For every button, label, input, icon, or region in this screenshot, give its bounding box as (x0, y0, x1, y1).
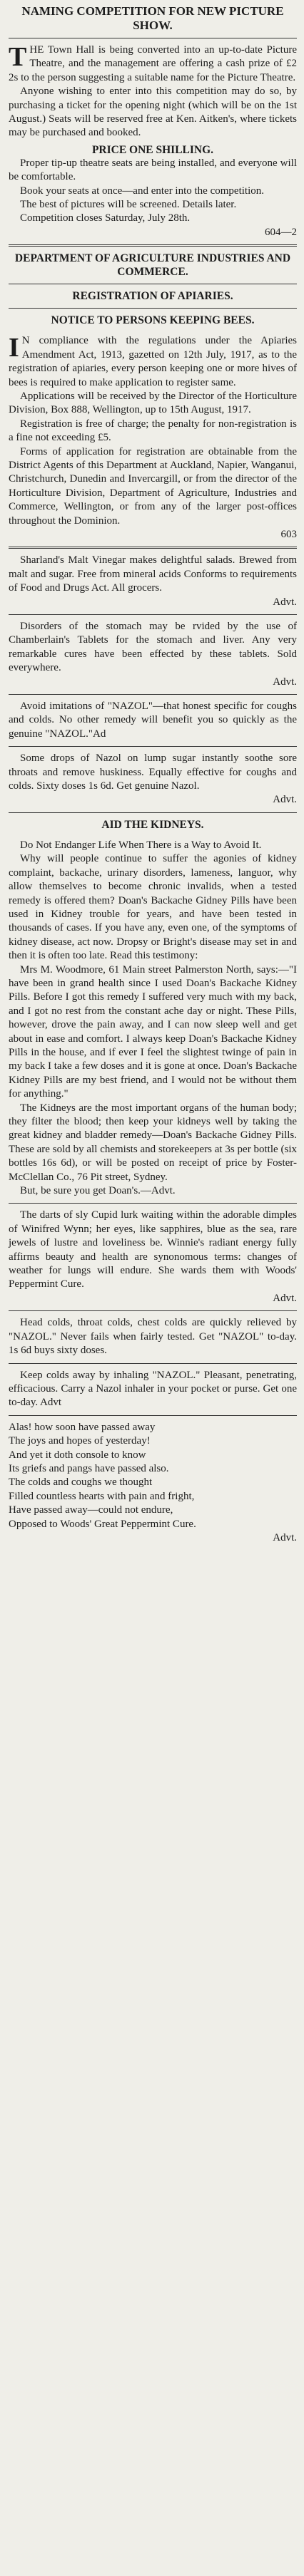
kidney-article (9, 818, 297, 1199)
poem-line: And yet it doth console to know (9, 1449, 146, 1461)
advert-sign: Advt. (273, 1531, 297, 1543)
nazol-advert (9, 700, 297, 741)
drop-cap: I (9, 333, 19, 363)
notice-reference: 604—2 (265, 226, 297, 238)
article-paragraph: The Kidneys are the most important organs of the human body; they filter the blood; then keep your kidneys well by taking the great kidney and bladder remedy—Doan's Backache Gidney Pills. These are sold by all chemists and storekeepers at 3s per bottle (six bottles 16s 6d), or will be posted on receipt of price by Foster-McClellan Co., 76 Pit street, Sydney. (9, 1102, 297, 1183)
divider (9, 812, 297, 813)
nazol-advert (9, 752, 297, 807)
picture-show-notice (9, 4, 297, 239)
notice-reference: 603 (280, 528, 297, 540)
notice-paragraph: I N compliance with the regulations under the Apiaries Amendment Act, 1913, gazetted on 12th July, 1917, as to the registration of apiaries, every person keeping one or more hives of bees is required to make application to register same. (9, 333, 297, 388)
apiaries-notice (9, 252, 297, 542)
poem-line: Opposed to Woods' Great Peppermint Cure. (9, 1518, 196, 1530)
notice-subheading: REGISTRATION OF APIARIES. (72, 290, 233, 303)
article-paragraph: Do Not Endanger Life When There is a Way to Avoid It. (20, 839, 262, 851)
advert-text: Disorders of the stomach may be rvided by the use of Chamberlain's Tablets for the stomach and liver. Any very remarkable cures have been effected by these tablets. Sold everywhere. (9, 621, 297, 674)
notice-paragraph: Proper tip-up theatre seats are being installed, and everyone will be comfortable. (9, 157, 297, 183)
advert-text: Some drops of Nazol on lump sugar instantly soothe sore throats and remove huskiness. Equally effective for coughs and colds. Sixty doses 1s 6d. Get genuine Nazol. (9, 752, 297, 792)
notice-closing: Competition closes Saturday, July 28th. (20, 212, 191, 224)
notice-subheading: PRICE ONE SHILLING. (91, 143, 214, 156)
notice-paragraph: Registration is free of charge; the penalty for non-registration is a fine not exceeding £5. (9, 418, 297, 444)
poem-line: Alas! how soon have passed away (9, 1421, 156, 1433)
advert-sign: Advt. (273, 1292, 297, 1304)
divider (9, 1363, 297, 1364)
advert-sign: Advt. (273, 676, 297, 688)
divider (9, 308, 297, 309)
article-heading: AID THE KIDNEYS. (101, 818, 204, 831)
notice-paragraph: The best of pictures will be screened. Details later. (20, 199, 237, 211)
divider (9, 1415, 297, 1416)
article-paragraph: Why will people continue to suffer the agonies of kidney complaint, backache, urinary disorders, lameness, languor, why allow themselves to become chronic invalids, when a tested remedy is offered them? Doan's Backache Gidney Pills have been used in Kidney trouble for years, and have been tested in thousands of cases. If you have any, even one, of the symptoms of kidney disease, act now. Dropsy or Bright's disease may set in and then it is often too late. Read this testimony: (9, 853, 297, 962)
advert-text: Head colds, throat colds, chest colds are quickly relieved by "NAZOL." Never fails when fairly tested. Get "NAZOL" to-day. 1s 6d buys sixty doses. (9, 1317, 297, 1357)
divider (9, 614, 297, 615)
poem-line: Its griefs and pangs have passed also. (9, 1462, 169, 1474)
divider (9, 547, 297, 549)
divider (9, 1310, 297, 1311)
notice-paragraph: Book your seats at once—and enter into the competition. (20, 185, 264, 197)
advert-text: Keep colds away by inhaling "NAZOL." Pleasant, penetrating, efficacious. Carry a Nazol inhaler in your pocket or purse. Get one to-day. Advt (9, 1369, 297, 1409)
advert-sign: Advt. (273, 596, 297, 608)
poem-line: The colds and coughs we thought (9, 1476, 153, 1489)
advert-text: Avoid imitations of "NAZOL"—that honest specific for coughs and colds. No other remedy will benefit you so quickly as the genuine "NAZOL."Ad (9, 700, 297, 740)
peppermint-advert (9, 1209, 297, 1305)
poem-line: Filled countless hearts with pain and fright, (9, 1490, 195, 1502)
divider (9, 746, 297, 747)
drop-cap: T (9, 42, 27, 72)
article-paragraph: But, be sure you get Doan's.—Advt. (20, 1185, 176, 1197)
notice-paragraph: Applications will be received by the Director of the Horticulture Division, Box 888, Wellington, up to 15th August, 1917. (9, 390, 297, 416)
notice-heading: NAMING COMPETITION FOR NEW PICTURE SHOW. (21, 4, 284, 32)
notice-paragraph: Forms of application for registration are obtainable from the District Agents of this Department at Auckland, Napier, Wanganui, Christchurch, Dunedin and Invercargill, or from the director of the Horticulture Division, Department of Agriculture, Industries and Commerce, Wellington, or from any of the larger post-offices throughout the Dominion. (9, 445, 297, 527)
advert-text: The darts of sly Cupid lurk waiting within the adorable dimples of Winifred Wynn; her eyes, like sapphires, blue as the sea, rare jewels of lustre and loveliness be. Winnie's radiant energy fully affirms beauty and health are synonomous terms: changes of weather for lungs will endure. She wards them with Woods' Peppermint Cure. (9, 1209, 297, 1290)
tablets-advert (9, 620, 297, 689)
advert-sign: Advt. (273, 794, 297, 806)
notice-subheading: NOTICE TO PERSONS KEEPING BEES. (51, 314, 255, 327)
divider (9, 694, 297, 695)
poem-advert (9, 1421, 297, 1546)
article-paragraph: Mrs M. Woodmore, 61 Main street Palmerston North, says:—"I have been in grand health since I used Doan's Backache Kidney Pills. Before I got this remedy I suffered very much with my back, and I got no rest from the constant ache day or night. These Pills, however, drove the pain away, and I can now sleep well and get about in ease and comfort. I always keep Doan's Backache Kidney Pills in the house, and if ever I feel the slightest twinge of pain in my back I take a few doses and it is gone at once. Doan's Backache Kidney Pills are my best friend, and I would not be without them for anything." (9, 963, 297, 1100)
advert-text: Sharland's Malt Vinegar makes delightful salads. Brewed from malt and sugar. Free from mineral acids Conforms to requirements of Food and Drugs Act. All grocers. (9, 554, 297, 594)
poem-line: Have passed away—could not endure, (9, 1504, 173, 1516)
nazol-advert (9, 1316, 297, 1357)
nazol-advert (9, 1369, 297, 1410)
department-heading: DEPARTMENT OF AGRICULTURE INDUSTRIES AND COMMERCE. (14, 252, 291, 279)
divider (9, 1203, 297, 1204)
notice-paragraph: Anyone wishing to enter into this competition may do so, by purchasing a ticket for the opening night (which will be on the 1st August.) Seats will be reserved free at Ken. Aitken's, where tickets may be purchased and booked. (9, 86, 297, 139)
notice-paragraph: THE Town Hall is being converted into an up-to-date Picture Theatre, and the management are offering a cash prize of £2 2s to the person suggesting a suitable name for the Picture Theatre. (9, 42, 297, 83)
poem-line: The joys and hopes of yesterday! (9, 1435, 151, 1447)
vinegar-advert (9, 554, 297, 609)
divider (9, 244, 297, 247)
